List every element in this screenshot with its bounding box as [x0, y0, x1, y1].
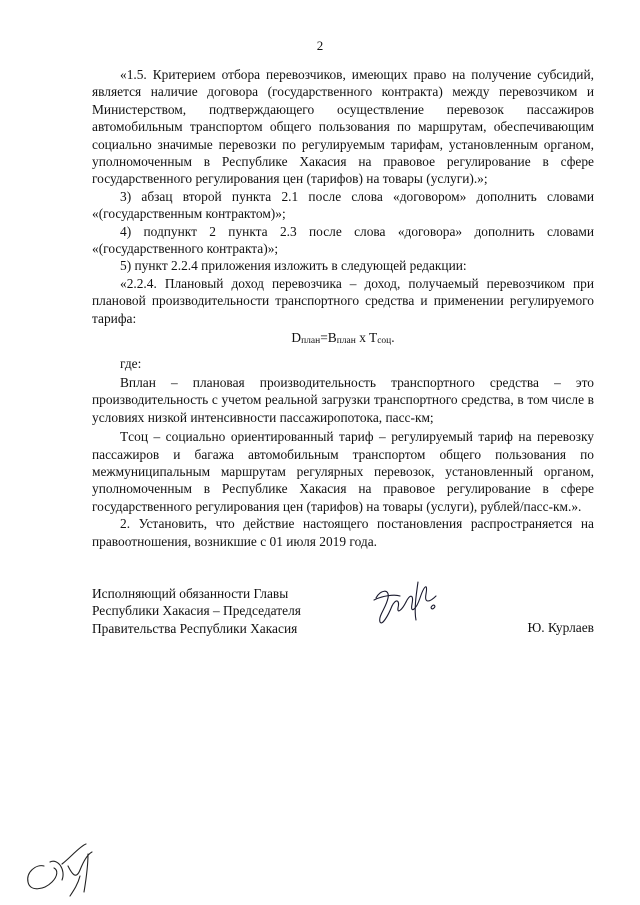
- paragraph-where: где:: [120, 355, 142, 371]
- paragraph-criteria: «1.5. Критерием отбора перевозчиков, имеющих право на получение субсидий, является наличие договора (государственного контракта) между перевозчиком и Министерством, подтверждающего осуществление перевозок пассажиров автомобильным транспортом общего пользования по маршрутам, обеспечивающим социально значимые перевозки по регулируемым тарифам, установленным органом, уполномоченным в Республике Хакасия на правовое регулирование в сфере государственного регулирования цен (тарифов) на товары (услуги).»;: [92, 67, 594, 187]
- formula-d-sub: план: [301, 336, 321, 347]
- formula-tail: .: [391, 330, 395, 346]
- formula-t-sub: соц: [377, 336, 392, 347]
- paragraph-item-5: 5) пункт 2.2.4 приложения изложить в следующей редакции:: [120, 258, 467, 274]
- handwritten-initials: [22, 840, 112, 903]
- handwritten-signature: [370, 576, 450, 633]
- document-body: [92, 66, 594, 550]
- paragraph-b-plan-definition: Bплан – плановая производительность транспортного средства – это производительность с учетом реальной загрузки транспортного средства, в том числе в условиях низкой интенсивности пассажиропотока, пасс-км;: [92, 374, 594, 425]
- signer-title-line-1: Исполняющий обязанности Главы: [92, 586, 289, 601]
- income-formula: [92, 329, 594, 350]
- formula-times: x: [355, 330, 369, 346]
- paragraph-planned-income: «2.2.4. Плановый доход перевозчика – доход, получаемый перевозчиком при плановой производительности транспортного средства и применении регулируемого тарифа:: [92, 275, 594, 326]
- formula-d: D: [291, 330, 302, 346]
- formula-equals: =: [320, 330, 328, 346]
- page-number: 2: [316, 38, 324, 53]
- signer-name: Ю. Курлаев: [527, 620, 594, 635]
- paragraph-item-4: 4) подпункт 2 пункта 2.3 после слова «договора» дополнить словами «(государственного контракта)»;: [92, 223, 594, 257]
- formula-b-sub: план: [336, 336, 356, 347]
- signature-title-block: [92, 585, 301, 637]
- signer-title-line-2: Республики Хакасия – Председателя: [92, 603, 301, 619]
- formula-t: T: [369, 330, 378, 346]
- formula-b: B: [327, 330, 337, 346]
- signer-title-line-3: Правительства Республики Хакасия: [92, 620, 298, 636]
- paragraph-t-soc-definition: Tсоц – социально ориентированный тариф – регулируемый тариф на перевозку пассажиров и багажа автомобильным транспортом общего пользования по межмуниципальным маршрутам регулярных перевозок, установленный органом, уполномоченным в Республике Хакасия на правовое регулирование в сфере государственного регулирования цен (тарифов) на товары (услуги), рублей/пасс-км.».: [92, 429, 594, 514]
- paragraph-item-3: 3) абзац второй пункта 2.1 после слова «договором» дополнить словами «(государственным контрактом)»;: [92, 188, 594, 222]
- paragraph-item-2-effective-date: 2. Установить, что действие настоящего постановления распространяется на правоотношения, возникшие с 01 июля 2019 года.: [92, 516, 594, 549]
